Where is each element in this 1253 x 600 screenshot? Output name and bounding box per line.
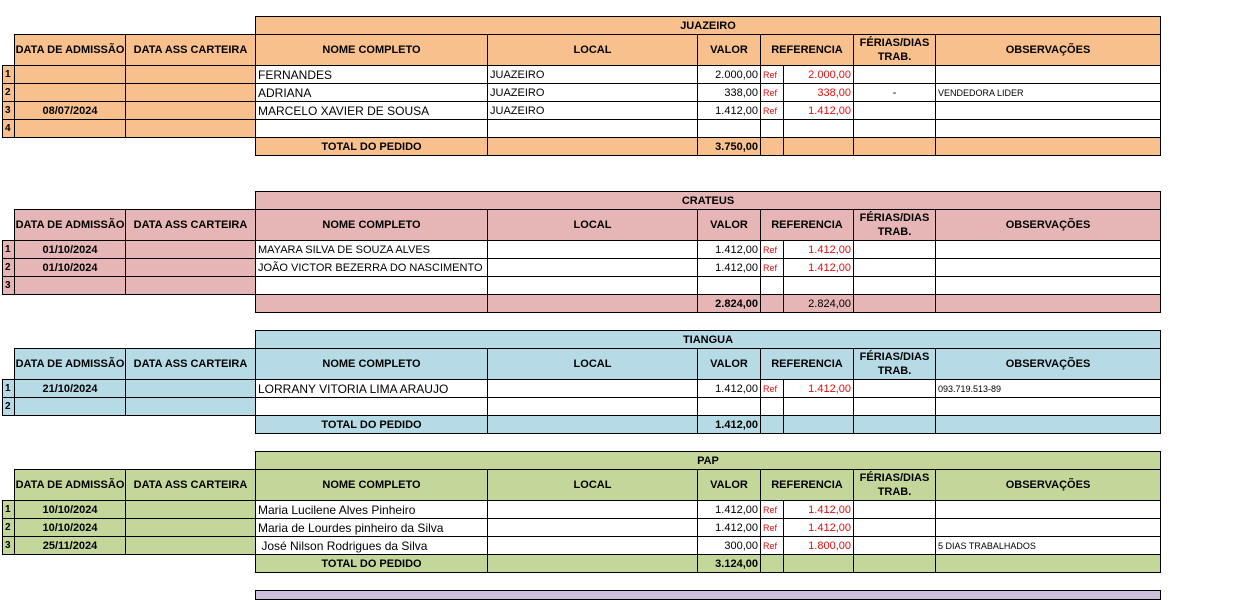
header-obs[interactable]: OBSERVAÇÕES bbox=[935, 34, 1161, 66]
total-obs[interactable] bbox=[935, 554, 1161, 573]
header-ferias[interactable]: FÉRIAS/DIAS TRAB. bbox=[853, 209, 936, 241]
header-local[interactable]: LOCAL bbox=[487, 209, 698, 241]
cell-ferias[interactable] bbox=[853, 101, 936, 120]
cell-ref-label[interactable] bbox=[760, 119, 784, 138]
header-referencia[interactable]: REFERENCIA bbox=[760, 34, 854, 66]
header-referencia[interactable]: REFERENCIA bbox=[760, 209, 854, 241]
header-valor[interactable]: VALOR bbox=[697, 469, 761, 501]
cell-valor[interactable]: 1.412,00 bbox=[697, 258, 761, 277]
total-valor[interactable]: 3.750,00 bbox=[697, 137, 761, 156]
header-valor[interactable]: VALOR bbox=[697, 348, 761, 380]
cell-ref-label[interactable]: Ref bbox=[760, 379, 784, 398]
cell-admissao[interactable] bbox=[14, 119, 126, 138]
row-number[interactable]: 2 bbox=[2, 258, 15, 277]
header-local[interactable]: LOCAL bbox=[487, 469, 698, 501]
total-label[interactable] bbox=[255, 294, 488, 313]
cell-ref-label[interactable]: Ref bbox=[760, 500, 784, 519]
cell-ferias[interactable] bbox=[853, 536, 936, 555]
cell-nome[interactable]: JOÃO VICTOR BEZERRA DO NASCIMENTO bbox=[255, 258, 488, 277]
cell-nome[interactable]: MAYARA SILVA DE SOUZA ALVES bbox=[255, 240, 488, 259]
total-ref-label[interactable] bbox=[760, 554, 784, 573]
cell-ref-valor[interactable] bbox=[783, 119, 854, 138]
total-obs[interactable] bbox=[935, 137, 1161, 156]
row-number[interactable]: 1 bbox=[2, 65, 15, 84]
header-local[interactable]: LOCAL bbox=[487, 348, 698, 380]
header-local[interactable]: LOCAL bbox=[487, 34, 698, 66]
header-nome[interactable]: NOME COMPLETO bbox=[255, 34, 488, 66]
cell-local[interactable]: JUAZEIRO bbox=[487, 83, 698, 102]
cell-local[interactable] bbox=[487, 258, 698, 277]
cell-ferias[interactable] bbox=[853, 258, 936, 277]
section-title-pap[interactable]: PAP bbox=[255, 451, 1161, 470]
cell-ref-valor[interactable] bbox=[783, 276, 854, 295]
cell-nome[interactable]: Maria Lucilene Alves Pinheiro bbox=[255, 500, 488, 519]
header-referencia[interactable]: REFERENCIA bbox=[760, 348, 854, 380]
cell-ferias[interactable] bbox=[853, 500, 936, 519]
cell-obs[interactable] bbox=[935, 500, 1161, 519]
cell-nome[interactable]: FERNANDES bbox=[255, 65, 488, 84]
header-ferias[interactable]: FÉRIAS/DIAS TRAB. bbox=[853, 34, 936, 66]
total-local[interactable] bbox=[487, 554, 698, 573]
cell-ferias[interactable] bbox=[853, 65, 936, 84]
header-nome[interactable]: NOME COMPLETO bbox=[255, 209, 488, 241]
cell-valor[interactable]: 1.412,00 bbox=[697, 500, 761, 519]
header-obs[interactable]: OBSERVAÇÕES bbox=[935, 348, 1161, 380]
cell-ref-valor[interactable]: 1.800,00 bbox=[783, 536, 854, 555]
cell-admissao[interactable]: 10/10/2024 bbox=[14, 500, 126, 519]
cell-valor[interactable] bbox=[697, 397, 761, 416]
header-referencia[interactable]: REFERENCIA bbox=[760, 469, 854, 501]
cell-obs[interactable] bbox=[935, 101, 1161, 120]
header-valor[interactable]: VALOR bbox=[697, 209, 761, 241]
cell-ref-valor[interactable]: 1.412,00 bbox=[783, 240, 854, 259]
cell-carteira[interactable] bbox=[125, 379, 256, 398]
cell-obs[interactable] bbox=[935, 518, 1161, 537]
cell-local[interactable] bbox=[487, 536, 698, 555]
total-local[interactable] bbox=[487, 415, 698, 434]
total-label[interactable]: TOTAL DO PEDIDO bbox=[255, 554, 488, 573]
cell-ref-valor[interactable]: 1.412,00 bbox=[783, 500, 854, 519]
cell-ref-valor[interactable]: 1.412,00 bbox=[783, 258, 854, 277]
cell-ref-label[interactable]: Ref bbox=[760, 240, 784, 259]
header-ferias[interactable]: FÉRIAS/DIAS TRAB. bbox=[853, 469, 936, 501]
header-carteira[interactable]: DATA ASS CARTEIRA bbox=[125, 469, 256, 501]
cell-carteira[interactable] bbox=[125, 397, 256, 416]
cell-ref-valor[interactable]: 2.000,00 bbox=[783, 65, 854, 84]
cell-carteira[interactable] bbox=[125, 65, 256, 84]
total-ferias[interactable] bbox=[853, 294, 936, 313]
cell-ferias[interactable] bbox=[853, 397, 936, 416]
total-ref-valor[interactable] bbox=[783, 137, 854, 156]
section-title-juazeiro[interactable]: JUAZEIRO bbox=[255, 16, 1161, 35]
cell-ref-label[interactable]: Ref bbox=[760, 65, 784, 84]
cell-obs[interactable] bbox=[935, 258, 1161, 277]
cell-ref-valor[interactable]: 1.412,00 bbox=[783, 101, 854, 120]
cell-carteira[interactable] bbox=[125, 518, 256, 537]
total-valor[interactable]: 2.824,00 bbox=[697, 294, 761, 313]
cell-nome[interactable]: ADRIANA bbox=[255, 83, 488, 102]
cell-ref-label[interactable] bbox=[760, 397, 784, 416]
cell-carteira[interactable] bbox=[125, 536, 256, 555]
row-number[interactable]: 3 bbox=[2, 276, 15, 295]
row-number[interactable]: 2 bbox=[2, 397, 15, 416]
cell-ref-valor[interactable]: 338,00 bbox=[783, 83, 854, 102]
header-nome[interactable]: NOME COMPLETO bbox=[255, 469, 488, 501]
row-number[interactable]: 1 bbox=[2, 500, 15, 519]
cell-obs[interactable] bbox=[935, 276, 1161, 295]
cell-ref-valor[interactable]: 1.412,00 bbox=[783, 379, 854, 398]
section-title-crateus[interactable]: CRATEUS bbox=[255, 191, 1161, 210]
row-number[interactable]: 1 bbox=[2, 240, 15, 259]
cell-ferias[interactable]: - bbox=[853, 83, 936, 102]
cell-ferias[interactable] bbox=[853, 240, 936, 259]
row-number[interactable]: 4 bbox=[2, 119, 15, 138]
cell-nome[interactable]: José Nilson Rodrigues da Silva bbox=[255, 536, 488, 555]
header-valor[interactable]: VALOR bbox=[697, 34, 761, 66]
cell-obs[interactable] bbox=[935, 119, 1161, 138]
cell-admissao[interactable]: 21/10/2024 bbox=[14, 379, 126, 398]
total-valor[interactable]: 1.412,00 bbox=[697, 415, 761, 434]
cell-valor[interactable]: 1.412,00 bbox=[697, 101, 761, 120]
header-obs[interactable]: OBSERVAÇÕES bbox=[935, 469, 1161, 501]
header-ferias[interactable]: FÉRIAS/DIAS TRAB. bbox=[853, 348, 936, 380]
cell-local[interactable]: JUAZEIRO bbox=[487, 101, 698, 120]
cell-local[interactable] bbox=[487, 240, 698, 259]
cell-ref-label[interactable]: Ref bbox=[760, 536, 784, 555]
row-number[interactable]: 2 bbox=[2, 83, 15, 102]
cell-admissao[interactable] bbox=[14, 397, 126, 416]
cell-valor[interactable]: 1.412,00 bbox=[697, 240, 761, 259]
cell-nome[interactable] bbox=[255, 276, 488, 295]
cell-valor[interactable]: 1.412,00 bbox=[697, 518, 761, 537]
cell-carteira[interactable] bbox=[125, 276, 256, 295]
cell-ref-label[interactable] bbox=[760, 276, 784, 295]
row-number[interactable]: 3 bbox=[2, 536, 15, 555]
header-admissao[interactable]: DATA DE ADMISSÃO bbox=[14, 34, 126, 66]
total-ferias[interactable] bbox=[853, 137, 936, 156]
cell-admissao[interactable]: 01/10/2024 bbox=[14, 240, 126, 259]
total-ferias[interactable] bbox=[853, 415, 936, 434]
total-label[interactable]: TOTAL DO PEDIDO bbox=[255, 415, 488, 434]
cell-ref-label[interactable]: Ref bbox=[760, 83, 784, 102]
cell-valor[interactable]: 300,00 bbox=[697, 536, 761, 555]
total-local[interactable] bbox=[487, 294, 698, 313]
cell-local[interactable] bbox=[487, 276, 698, 295]
cell-nome[interactable]: LORRANY VITORIA LIMA ARAUJO bbox=[255, 379, 488, 398]
cell-local[interactable] bbox=[487, 397, 698, 416]
cell-obs[interactable] bbox=[935, 397, 1161, 416]
cell-admissao[interactable]: 08/07/2024 bbox=[14, 101, 126, 120]
total-ref-valor[interactable] bbox=[783, 415, 854, 434]
cell-obs[interactable] bbox=[935, 240, 1161, 259]
total-ref-label[interactable] bbox=[760, 294, 784, 313]
cell-carteira[interactable] bbox=[125, 500, 256, 519]
header-admissao[interactable]: DATA DE ADMISSÃO bbox=[14, 348, 126, 380]
cell-ref-valor[interactable]: 1.412,00 bbox=[783, 518, 854, 537]
cell-nome[interactable]: MARCELO XAVIER DE SOUSA bbox=[255, 101, 488, 120]
total-ref-valor[interactable] bbox=[783, 554, 854, 573]
cell-carteira[interactable] bbox=[125, 258, 256, 277]
row-number[interactable]: 1 bbox=[2, 379, 15, 398]
total-label[interactable]: TOTAL DO PEDIDO bbox=[255, 137, 488, 156]
cell-ferias[interactable] bbox=[853, 276, 936, 295]
total-valor[interactable]: 3.124,00 bbox=[697, 554, 761, 573]
cell-nome[interactable]: Maria de Lourdes pinheiro da Silva bbox=[255, 518, 488, 537]
cell-valor[interactable]: 1.412,00 bbox=[697, 379, 761, 398]
cell-admissao[interactable] bbox=[14, 65, 126, 84]
cell-ref-label[interactable]: Ref bbox=[760, 258, 784, 277]
section-title-tiangua[interactable]: TIANGUA bbox=[255, 330, 1161, 349]
cell-ref-valor[interactable] bbox=[783, 397, 854, 416]
cell-obs[interactable]: VENDEDORA LIDER bbox=[935, 83, 1161, 102]
cell-obs[interactable] bbox=[935, 65, 1161, 84]
total-local[interactable] bbox=[487, 137, 698, 156]
header-carteira[interactable]: DATA ASS CARTEIRA bbox=[125, 348, 256, 380]
cell-ferias[interactable] bbox=[853, 518, 936, 537]
cell-carteira[interactable] bbox=[125, 119, 256, 138]
header-carteira[interactable]: DATA ASS CARTEIRA bbox=[125, 34, 256, 66]
cell-local[interactable] bbox=[487, 379, 698, 398]
cell-admissao[interactable] bbox=[14, 276, 126, 295]
cell-local[interactable] bbox=[487, 500, 698, 519]
cell-carteira[interactable] bbox=[125, 83, 256, 102]
header-nome[interactable]: NOME COMPLETO bbox=[255, 348, 488, 380]
header-admissao[interactable]: DATA DE ADMISSÃO bbox=[14, 469, 126, 501]
cell-admissao[interactable]: 25/11/2024 bbox=[14, 536, 126, 555]
cell-valor[interactable]: 2.000,00 bbox=[697, 65, 761, 84]
cell-ferias[interactable] bbox=[853, 119, 936, 138]
header-admissao[interactable]: DATA DE ADMISSÃO bbox=[14, 209, 126, 241]
cell-ref-label[interactable]: Ref bbox=[760, 518, 784, 537]
total-obs[interactable] bbox=[935, 294, 1161, 313]
cell-nome[interactable] bbox=[255, 397, 488, 416]
total-ref-valor[interactable]: 2.824,00 bbox=[783, 294, 854, 313]
section-title-next[interactable] bbox=[255, 590, 1161, 600]
cell-nome[interactable] bbox=[255, 119, 488, 138]
cell-valor[interactable]: 338,00 bbox=[697, 83, 761, 102]
cell-carteira[interactable] bbox=[125, 101, 256, 120]
total-ferias[interactable] bbox=[853, 554, 936, 573]
cell-obs[interactable]: 093.719.513-89 bbox=[935, 379, 1161, 398]
cell-obs[interactable]: 5 DIAS TRABALHADOS bbox=[935, 536, 1161, 555]
row-number[interactable]: 3 bbox=[2, 101, 15, 120]
cell-local[interactable]: JUAZEIRO bbox=[487, 65, 698, 84]
header-carteira[interactable]: DATA ASS CARTEIRA bbox=[125, 209, 256, 241]
cell-ref-label[interactable]: Ref bbox=[760, 101, 784, 120]
cell-ferias[interactable] bbox=[853, 379, 936, 398]
total-obs[interactable] bbox=[935, 415, 1161, 434]
cell-admissao[interactable] bbox=[14, 83, 126, 102]
cell-valor[interactable] bbox=[697, 276, 761, 295]
cell-valor[interactable] bbox=[697, 119, 761, 138]
header-obs[interactable]: OBSERVAÇÕES bbox=[935, 209, 1161, 241]
cell-local[interactable] bbox=[487, 518, 698, 537]
row-number[interactable]: 2 bbox=[2, 518, 15, 537]
cell-admissao[interactable]: 10/10/2024 bbox=[14, 518, 126, 537]
total-ref-label[interactable] bbox=[760, 415, 784, 434]
total-ref-label[interactable] bbox=[760, 137, 784, 156]
cell-local[interactable] bbox=[487, 119, 698, 138]
cell-admissao[interactable]: 01/10/2024 bbox=[14, 258, 126, 277]
cell-carteira[interactable] bbox=[125, 240, 256, 259]
